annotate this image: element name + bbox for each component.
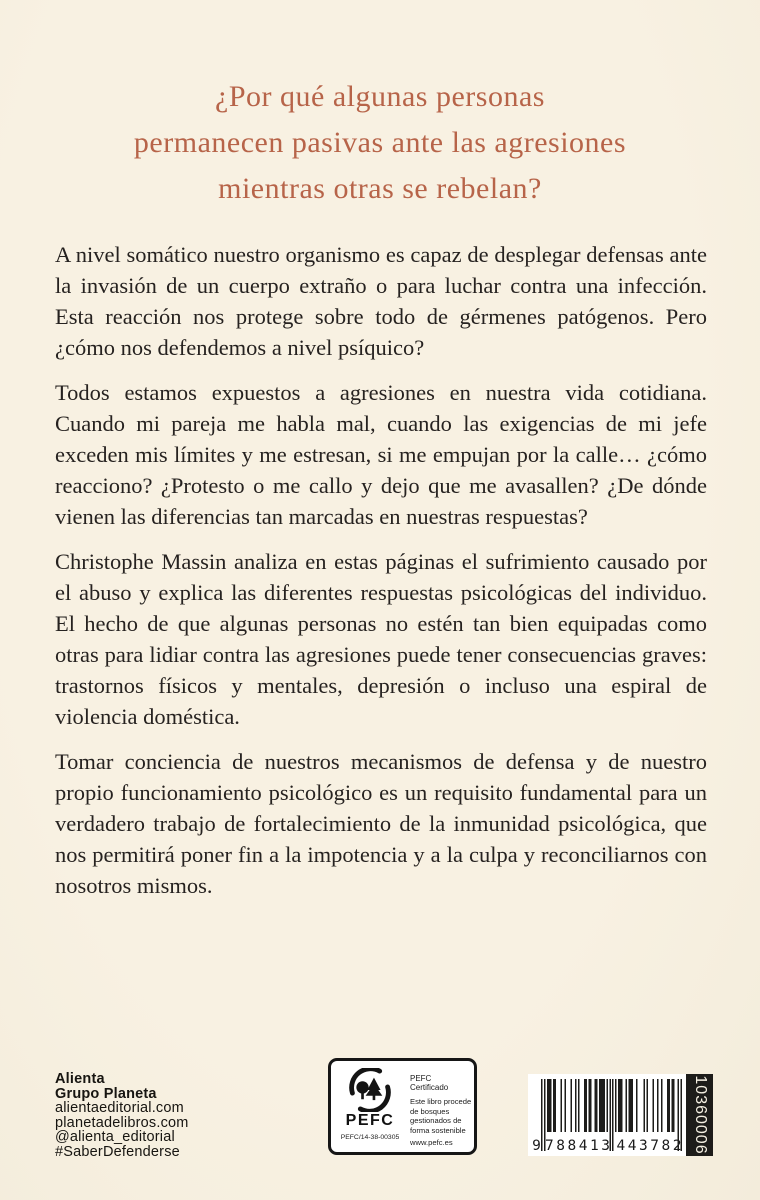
product-code: 10360006 [691,1075,709,1155]
pefc-license-number: PEFC/14-38-00305 [340,1134,400,1141]
barcode-digit-leading: 9 [532,1138,541,1154]
pefc-trees-icon [347,1068,393,1112]
barcode-digit-group-1: 788413 [545,1138,613,1154]
headline-line-1: ¿Por qué algunas personas [215,80,545,113]
synopsis-paragraph-3: Christophe Massin analiza en estas páginas el sufrimiento causado por el abuso y explica las diferentes respuestas psicológicas del individuo. El hecho de que algunas personas no estén tan bien equipadas como otras para lidiar contra las agresiones puede tener consecuencias graves: trastornos físicos y mentales, depresión o incluso una espiral de violencia doméstica. [55,549,707,729]
pefc-certification-label [328,1058,477,1155]
synopsis-paragraph-4: Tomar conciencia de nuestros mecanismos de defensa y de nuestro propio funcionamiento psicológico es un requisito fundamental para un verdadero trabajo de fortalecimiento de la inmunidad psicológica, que nos permitirá poner fin a la impotencia y a la culpa y reconciliarnos con nosotros mismos. [55,749,707,898]
publisher-website-editorial: alientaeditorial.com [55,1100,184,1117]
headline-line-2: permanecen pasivas ante las agresiones [133,126,627,159]
pefc-left-column [336,1068,404,1142]
pefc-brand: PEFC [345,1112,395,1129]
product-code-strip [686,1074,713,1156]
publisher-website-planeta: planetadelibros.com [55,1114,189,1131]
barcode-digits [530,1138,686,1154]
publisher-social-handle: @alienta_editorial [55,1129,175,1146]
publisher-block [55,1072,189,1160]
publisher-name: Alienta [55,1071,105,1087]
barcode-digit-group-2: 443782 [616,1138,684,1154]
publisher-hashtag: #SaberDefenderse [55,1143,180,1160]
synopsis-paragraph-1: A nivel somático nuestro organismo es capaz de desplegar defensas ante la invasión de un cuerpo extraño o para luchar contra una infección. Esta reacción nos protege sobre todo de gérmenes patógenos. Pero ¿cómo nos defendemos a nivel psíquico? [55,242,707,360]
publisher-group: Grupo Planeta [55,1085,157,1102]
isbn-barcode [528,1074,713,1156]
synopsis-paragraph-2: Todos estamos expuestos a agresiones en nuestra vida cotidiana. Cuando mi pareja me habla mal, cuando las exigencias de mi jefe exceden mis límites y me estresan, si me empujan por la calle… ¿cómo reacciono? ¿Protesto o me callo y dejo que me avasallen? ¿De dónde vienen las diferencias tan marcadas en nuestras respuestas? [55,380,707,529]
headline-line-3: mientras otras se rebelan? [218,172,542,205]
pefc-certified-label: PEFC Certificado [410,1074,449,1092]
headline [0,74,760,212]
synopsis [55,239,707,915]
pefc-description: Este libro procede de bosques gestionados de forma sostenible [410,1097,472,1135]
pefc-url: www.pefc.es [410,1138,453,1147]
